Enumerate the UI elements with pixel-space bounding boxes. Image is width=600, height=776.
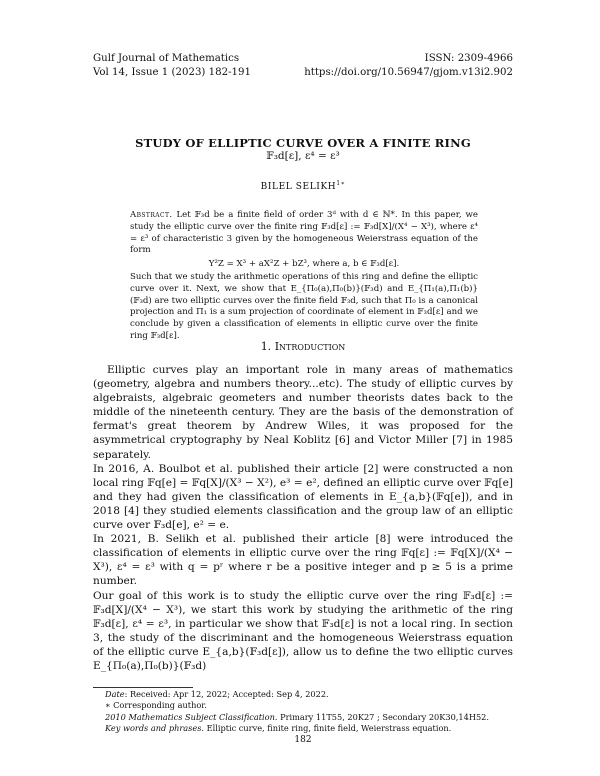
footnote-date-text: : Received: Apr 12, 2022; Accepted: Sep 4, 2022. (124, 689, 329, 699)
paper-title: STUDY OF ELLIPTIC CURVE OVER A FINITE RING (135, 136, 471, 150)
abstract-paragraph-1 (130, 210, 478, 257)
footnote-keywords-text: Elliptic curve, finite ring, finite field, Weierstrass equation. (204, 722, 452, 733)
footnote-msc-label: 2010 Mathematics Subject Classification. (105, 711, 278, 722)
body-paragraph-1: Elliptic curves play an important role in many areas of mathematics (geometry, algebra and numbers theory...etc). The study of elliptic curves by algebraists, algebraic geometers and number theorists dates back to the middle of the nineteenth century. They are the basis of the demonstration of fermat's great theorem by Andrew Wiles, it was proposed for the asymmetrical cryptography by Neal Koblitz [6] and Victor Miller [7] in 1985 separately. (93, 364, 513, 461)
footnote-keywords-label: Key words and phrases. (105, 722, 205, 733)
footnote-msc (105, 712, 513, 723)
paper-subtitle: 𝔽₃d[ε], ε⁴ = ε³ (266, 150, 340, 162)
footnote-msc-text: Primary 11T55, 20K27 ; Secondary 20K30,14H52. (277, 711, 489, 722)
author-mark: 1∗ (336, 180, 346, 187)
abstract (130, 210, 478, 343)
abstract-text-2: Such that we study the arithmetic operations of this ring and define the elliptic curve over it. Next, we show that E_{Π₀(a),Π₀(b)}(𝔽₃d) and E_{Π₁(a),Π₁(b)}(𝔽₃d) are two elliptic curves over the finite field 𝔽₃d, such that Π₀ is a canonical projection and Π₁ is a sum projection of coordinate of element in 𝔽₃d[ε] and we conclude by given a classification of elements in elliptic curve over the finite ring 𝔽₃d[ε]. (130, 271, 478, 341)
body-paragraph-3: In 2021, B. Selikh et al. published their article [8] were introduced the classification of elements in elliptic curve over the ring 𝔽q[ε] := 𝔽q[X]/(X⁴ − X³), ε⁴ = ε³ with q = pʳ where r be a positive integer and p ≥ 5 is a prime number. (93, 533, 513, 588)
author-name: BILEL SELIKH (260, 182, 337, 192)
journal-issn: ISSN: 2309-4966 (424, 53, 513, 64)
body-paragraph-4: Our goal of this work is to study the elliptic curve over the ring 𝔽₃d[ε] := 𝔽₃d[X]/(X⁴ − X³), we start this work by studying the arithmetic of the ring 𝔽₃d[ε], ε⁴ = ε³, in particular we show that 𝔽₃d[ε] is not a local ring. In section 3, the study of the discriminant and the homogeneous Weierstrass equation of the elliptic curve E_{a,b}(𝔽₃d[ε]), allow us to define the two elliptic curves E_{Π₀(a),Π₀(b)}(𝔽₃d) (93, 589, 513, 672)
author-line (93, 180, 513, 192)
body-paragraph-2: In 2016, A. Boulbot et al. published their article [2] were constructed a non local ring 𝔽q[e] = 𝔽q[X]/(X³ − X²), e³ = e², defined an elliptic curve over 𝔽q[e] and they had given the classification of elements in E_{a,b}(𝔽q[e]), and in 2018 [4] they studied elements classification and the group law of an elliptic curve over 𝔽₃d[e], e² = e. (93, 462, 513, 532)
introduction-body (93, 363, 513, 673)
journal-volume: Vol 14, Issue 1 (2023) 182-191 (93, 67, 251, 78)
footnote-keywords (105, 723, 513, 734)
section-number: 1. (260, 340, 272, 353)
journal-doi-link[interactable]: https://doi.org/10.56947/gjom.v13i2.902 (304, 67, 513, 78)
abstract-label: Abstract. (130, 210, 173, 220)
section-heading (93, 340, 513, 353)
journal-header (93, 52, 513, 80)
footnotes (105, 689, 513, 734)
footnote-corresponding: ∗ Corresponding author. (105, 700, 207, 711)
weierstrass-equation: Y²Z = X³ + aX²Z + bZ³, where a, b ∈ 𝔽₃d[ε]. (208, 259, 400, 270)
journal-name: Gulf Journal of Mathematics (93, 53, 240, 64)
footnote-rule (93, 687, 193, 688)
page-number: 182 (294, 735, 312, 745)
section-title: Introduction (274, 340, 346, 353)
footnote-date (105, 689, 513, 700)
abstract-text-1: Let 𝔽₃d be a finite field of order 3ᵈ with d ∈ ℕ*. In this paper, we study the elliptic curve over the finite ring 𝔽₃d[ε] := 𝔽₃d[X]/(X⁴ − X³), where ε⁴ = ε³ of characteristic 3 given by the homogeneous Weierstrass equation of the form (130, 210, 478, 256)
footnote-date-label: Date (105, 689, 125, 699)
